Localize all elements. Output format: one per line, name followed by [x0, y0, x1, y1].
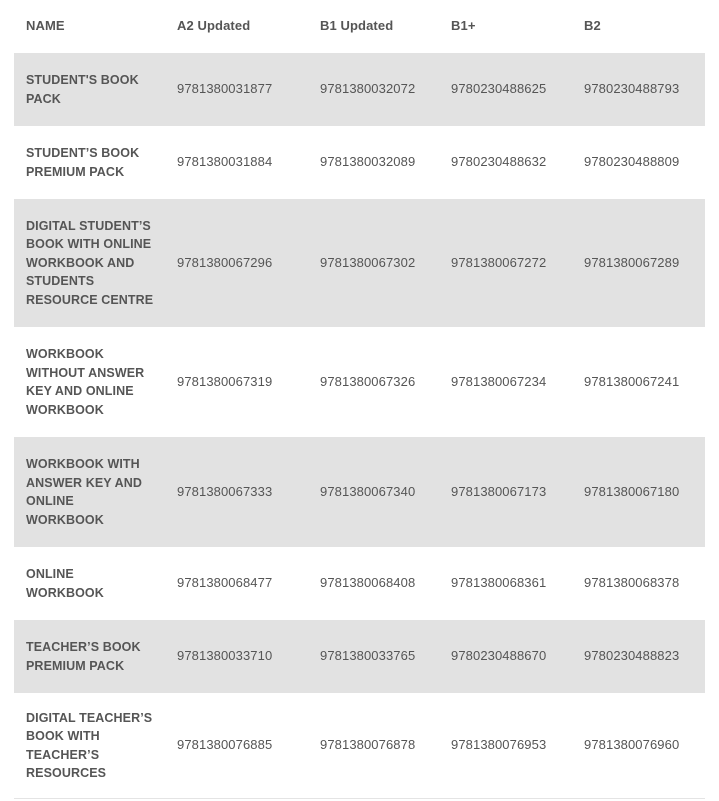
isbn-b2-cell: 9781380067289	[584, 254, 680, 270]
column-header-b2: B2	[584, 18, 601, 34]
isbn-b2-cell: 9780230488809	[584, 154, 680, 170]
product-name-line: STUDENTS	[26, 274, 95, 289]
product-name-cell	[14, 638, 177, 675]
product-name-line: BOOK WITH	[26, 729, 100, 743]
product-name-line: BOOK WITH ONLINE	[26, 237, 152, 252]
product-name-line: ONLINE	[26, 567, 74, 581]
product-name-line: DIGITAL TEACHER’S	[26, 710, 153, 725]
isbn-b2-cell: 9781380067180	[584, 483, 680, 499]
product-name-line: ANSWER KEY AND	[26, 475, 142, 490]
column-header-b1plus: B1+	[451, 18, 476, 34]
isbn-b1-cell: 9781380067340	[320, 483, 416, 499]
isbn-table	[14, 0, 705, 798]
product-name-line: RESOURCES	[26, 766, 107, 780]
isbn-b1-cell: 9781380033765	[320, 648, 416, 664]
isbn-b1plus-cell: 9780230488632	[451, 154, 547, 170]
isbn-b1plus-cell: 9781380068361	[451, 575, 547, 591]
product-name-line: WORKBOOK	[26, 512, 104, 527]
isbn-b1plus-cell: 9780230488670	[451, 648, 547, 664]
table-row	[14, 126, 705, 199]
table-row	[14, 620, 705, 693]
table-row	[14, 199, 705, 327]
isbn-a2-cell: 9781380031884	[177, 154, 273, 170]
table-row	[14, 437, 705, 547]
isbn-b2-cell: 9781380067241	[584, 373, 680, 389]
product-name-line: WORKBOOK	[26, 347, 104, 361]
product-name-line: WORKBOOK	[26, 402, 104, 417]
product-name-line: STUDENT'S BOOK	[26, 73, 139, 87]
product-name-cell	[14, 565, 177, 602]
table-row	[14, 327, 705, 437]
isbn-b1-cell: 9781380067302	[320, 254, 416, 270]
isbn-b1plus-cell: 9781380067173	[451, 483, 547, 499]
isbn-b1-cell: 9781380032072	[320, 81, 416, 97]
product-name-line: ONLINE	[26, 494, 74, 508]
isbn-a2-cell: 9781380067296	[177, 254, 273, 270]
isbn-b1plus-cell: 9781380067272	[451, 254, 547, 270]
isbn-b2-cell: 9781380076960	[584, 737, 680, 753]
product-name-line: KEY AND ONLINE	[26, 384, 134, 398]
isbn-a2-cell: 9781380031877	[177, 81, 273, 97]
isbn-a2-cell: 9781380067319	[177, 373, 273, 389]
column-header-a2: A2 Updated	[177, 18, 251, 34]
product-name-line: RESOURCE CENTRE	[26, 292, 154, 307]
product-name-cell	[14, 217, 177, 310]
product-name-line: STUDENT’S BOOK	[26, 146, 140, 160]
column-header-name: NAME	[26, 18, 65, 34]
product-name-cell	[14, 144, 177, 181]
product-name-line: TEACHER’S	[26, 747, 100, 762]
product-name-line: WORKBOOK AND	[26, 255, 135, 270]
isbn-b1-cell: 9781380067326	[320, 373, 416, 389]
isbn-a2-cell: 9781380076885	[177, 737, 273, 753]
product-name-cell	[14, 71, 177, 108]
table-row	[14, 53, 705, 126]
product-name-cell	[14, 455, 177, 529]
isbn-b1-cell: 9781380068408	[320, 575, 416, 591]
isbn-b1plus-cell: 9781380067234	[451, 373, 547, 389]
isbn-b1-cell: 9781380032089	[320, 154, 416, 170]
product-name-line: WORKBOOK WITH	[26, 457, 140, 471]
table-header-row	[14, 0, 705, 53]
product-name-line: WORKBOOK	[26, 585, 104, 600]
isbn-a2-cell: 9781380067333	[177, 483, 273, 499]
column-header-b1: B1 Updated	[320, 18, 394, 34]
product-name-line: TEACHER’S BOOK	[26, 640, 141, 654]
isbn-b2-cell: 9780230488793	[584, 81, 680, 97]
product-name-line: DIGITAL STUDENT’S	[26, 218, 151, 233]
product-name-line: PACK	[26, 91, 61, 106]
isbn-a2-cell: 9781380068477	[177, 575, 273, 591]
product-name-line: PREMIUM PACK	[26, 164, 125, 179]
isbn-b1-cell: 9781380076878	[320, 737, 416, 753]
product-name-line: PREMIUM PACK	[26, 658, 125, 673]
isbn-b2-cell: 9780230488823	[584, 648, 680, 664]
product-name-cell	[14, 709, 177, 783]
isbn-a2-cell: 9781380033710	[177, 648, 273, 664]
isbn-b1plus-cell: 9781380076953	[451, 737, 547, 753]
table-row	[14, 547, 705, 620]
product-name-cell	[14, 345, 177, 419]
table-row	[14, 693, 705, 798]
isbn-b2-cell: 9781380068378	[584, 575, 680, 591]
product-name-line: WITHOUT ANSWER	[26, 365, 145, 380]
table-bottom-divider	[14, 798, 705, 799]
isbn-b1plus-cell: 9780230488625	[451, 81, 547, 97]
